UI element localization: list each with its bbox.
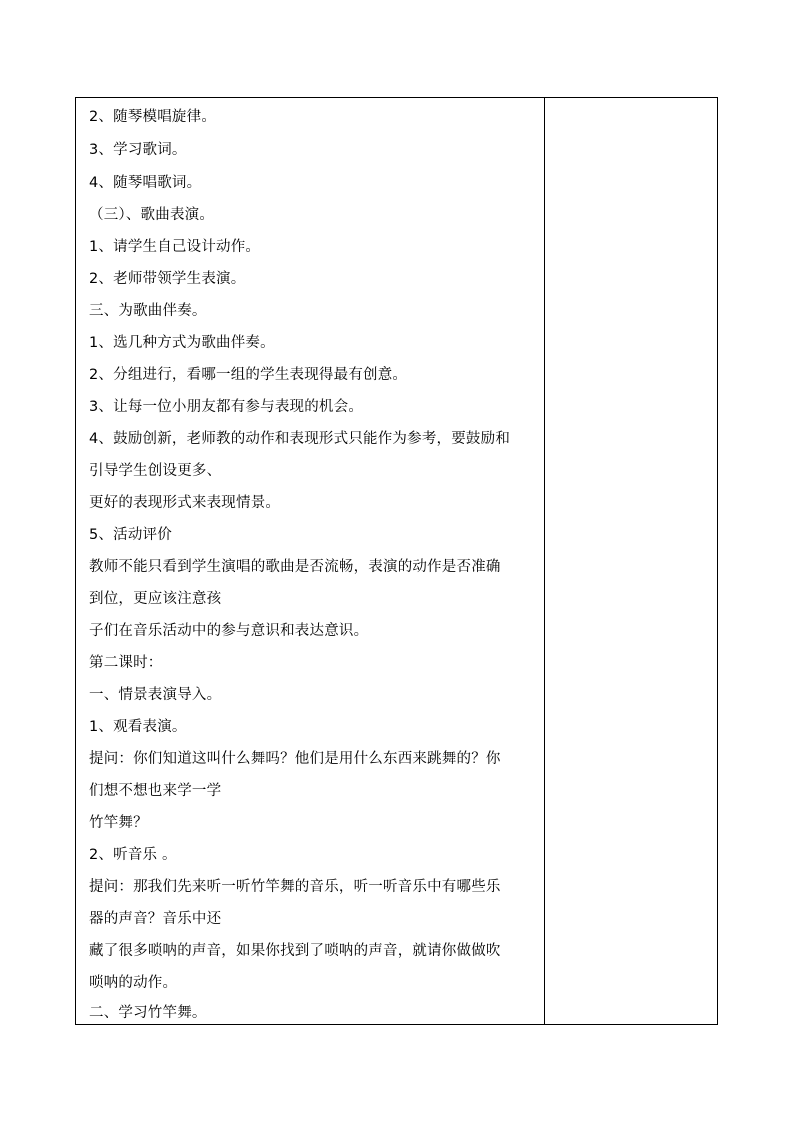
text-line: （三）、歌曲表演。 (89, 207, 215, 223)
text-line: 4、鼓励创新，老师教的动作和表现形式只能作为参考，要鼓励和 (89, 431, 511, 447)
text-line: 二、学习竹竿舞。 (89, 1005, 207, 1021)
text-line: 引导学生创设更多、 (89, 463, 222, 479)
text-line: 教师不能只看到学生演唱的歌曲是否流畅，表演的动作是否准确 (89, 559, 501, 575)
text-line: 一、情景表演导入。 (89, 687, 222, 703)
text-line: 竹竿舞？ (89, 815, 148, 831)
text-line: 1、选几种方式为歌曲伴奏。 (89, 335, 275, 351)
text-line: 2、分组进行，看哪一组的学生表现得最有创意。 (89, 367, 408, 383)
text-line: 器的声音？音乐中还 (89, 911, 222, 927)
text-line: 2、听音乐 。 (89, 847, 177, 863)
text-line: 更好的表现形式来表现情景。 (89, 495, 281, 511)
text-line: 唢呐的动作。 (89, 975, 178, 991)
notes-cell (545, 98, 717, 1024)
text-line: 子们在音乐活动中的参与意识和表达意识。 (89, 623, 369, 639)
text-line: 5、活动评价 (89, 527, 172, 543)
text-line: 3、让每一位小朋友都有参与表现的机会。 (89, 399, 364, 415)
text-line: 三、为歌曲伴奏。 (89, 303, 207, 319)
text-line: 2、随琴模唱旋律。 (89, 109, 217, 125)
text-line: 4、随琴唱歌词。 (89, 175, 202, 191)
text-line: 第二课时： (89, 655, 163, 671)
text-line: 到位，更应该注意孩 (89, 591, 222, 607)
text-line: 藏了很多唢呐的声音，如果你找到了唢呐的声音，就请你做做吹 (89, 943, 501, 959)
text-line: 3、学习歌词。 (89, 142, 187, 158)
lesson-content-cell (76, 98, 545, 1024)
text-line: 们想不想也来学一学 (89, 783, 222, 799)
lesson-plan-table (75, 97, 718, 1025)
text-line: 提问：那我们先来听一听竹竿舞的音乐，听一听音乐中有哪些乐 (89, 879, 501, 895)
text-line: 提问：你们知道这叫什么舞吗？他们是用什么东西来跳舞的？你 (89, 751, 501, 767)
text-line: 2、老师带领学生表演。 (89, 271, 246, 287)
text-line: 1、请学生自己设计动作。 (89, 239, 261, 255)
text-line: 1、观看表演。 (89, 719, 187, 735)
